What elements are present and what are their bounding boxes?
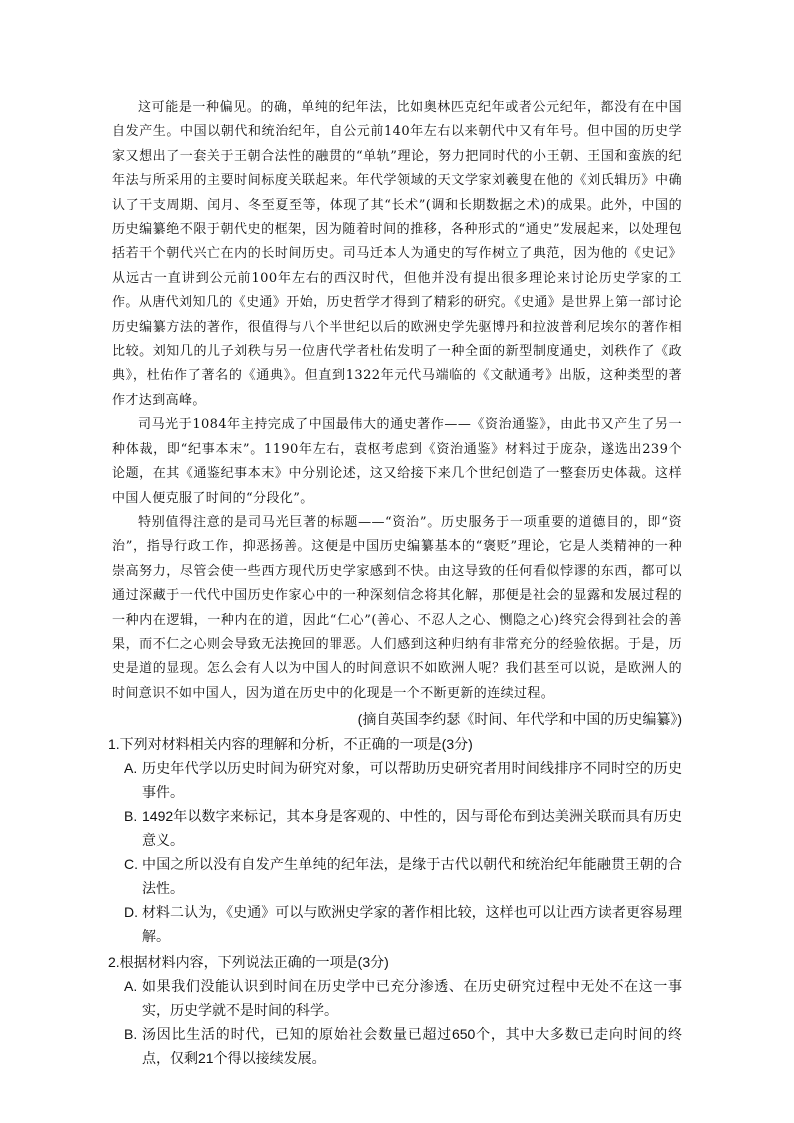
option-letter: A. — [124, 978, 138, 995]
option-letter: B. — [124, 808, 138, 825]
option-d[interactable] — [124, 900, 682, 948]
question-2 — [108, 950, 682, 1070]
passage-paragraph: 这可能是一种偏见。的确，单纯的纪年法，比如奥林匹克纪年或者公元纪年，都没有在中国自发产生。中国以朝代和统治纪年，自公元前140年左右以来朝代中又有年号。但中国的历史学家又想出了一套关于王朝合法性的融贯的“单轨”理论，努力把同时代的小王朝、王国和蛮族的纪年法与所采用的主要时间标度关联起来。年代学领域的天文学家刘羲叟在他的《刘氏辑历》中确认了干支周期、闰月、冬至夏至等，体现了其“长术”(调和长期数据之术)的成果。此外，中国的历史编纂绝不限于朝代史的框架，因为随着时间的推移，各种形式的“通史”发展起来，以处理包括若干个朝代兴亡在内的长时间历史。司马迁本人为通史的写作树立了典范，因为他的《史记》从远古一直讲到公元前100年左右的西汉时代，但他并没有提出很多理论来讨论历史学家的工作。从唐代刘知几的《史通》开始，历史哲学才得到了精彩的研究。《史通》是世界上第一部讨论历史编纂方法的著作，很值得与八个半世纪以后的欧洲史学先驱博丹和拉波普利尼埃尔的著作相比较。刘知几的儿子刘秩与另一位唐代学者杜佑发明了一种全面的新型制度通史，刘秩作了《政典》，杜佑作了著名的《通典》。但直到1322年元代马端临的《文献通考》出版，这种类型的著作才达到高峰。 — [112, 100, 682, 408]
passage-paragraph: 司马光于1084年主持完成了中国最伟大的通史著作——《资治通鉴》，由此书又产生了另一种体裁，即“纪事本末”。1190年左右，袁枢考虑到《资治通鉴》材料过于庞杂，遂选出239个论题，在其《通鉴纪事本末》中分别论述，这又给接下来几个世纪创造了一整套历史体裁。这样中国人便克服了时间的“分段化”。 — [112, 417, 682, 506]
question-stem: 1.下列对材料相关内容的理解和分析，不正确的一项是(3分) — [108, 736, 473, 753]
question-stem: 2.根据材料内容，下列说法正确的一项是(3分) — [108, 954, 389, 971]
option-text: 中国之所以没有自发产生单纯的纪年法，是缘于古代以朝代和统治纪年能融贯王朝的合法性。 — [142, 856, 682, 897]
option-b[interactable] — [124, 804, 682, 852]
option-text: 历史年代学以历史时间为研究对象，可以帮助历史研究者用时间线排序不同时空的历史事件。 — [142, 760, 682, 801]
option-text: 1492年以数字来标记，其本身是客观的、中性的，因与哥伦布到达美洲关联而具有历史意义。 — [142, 808, 682, 849]
option-letter: D. — [124, 904, 138, 921]
option-text: 如果我们没能认识到时间在历史学中已充分渗透、在历史研究过程中无处不在这一事实，历史学就不是时间的科学。 — [142, 978, 682, 1019]
exam-page — [108, 96, 682, 1070]
option-letter: B. — [124, 1026, 138, 1043]
option-text: 汤因比生活的时代，已知的原始社会数量已超过650个，其中大多数已走向时间的终点，仅剩21个得以接续发展。 — [142, 1026, 682, 1067]
passage-paragraph: 特别值得注意的是司马光巨著的标题——“资治”。历史服务于一项重要的道德目的，即“资治”，指导行政工作，抑恶扬善。这便是中国历史编纂基本的“褒贬”理论，它是人类精神的一种崇高努力，尽管会使一些西方现代历史学家感到不快。由这导致的任何看似悖谬的东西，都可以通过深藏于一代代中国历史作家心中的一种深刻信念将其化解，那便是社会的显露和发展过程的一种内在逻辑，一种内在的道，因此“仁心”(善心、不忍人之心、恻隐之心)终究会得到社会的善果，而不仁之心则会导致无法挽回的罪恶。人们感到这种归纳有非常充分的经验依据。于是，历史是道的显现。怎么会有人以为中国人的时间意识不如欧洲人呢？我们甚至可以说，是欧洲人的时间意识不如中国人，因为道在历史中的化现是一个不断更新的连续过程。 — [112, 514, 682, 701]
option-a[interactable] — [124, 974, 682, 1022]
option-letter: A. — [124, 760, 138, 777]
option-text: 材料二认为，《史通》可以与欧洲史学家的著作相比较，这样也可以让西方读者更容易理解。 — [142, 904, 682, 945]
option-letter: C. — [124, 856, 138, 873]
question-1 — [108, 732, 682, 948]
option-b[interactable] — [124, 1022, 682, 1070]
reading-passage — [112, 96, 682, 706]
option-a[interactable] — [124, 756, 682, 804]
source-citation: (摘自英国李约瑟《时间、年代学和中国的历史编纂》) — [357, 711, 682, 728]
option-c[interactable] — [124, 852, 682, 900]
